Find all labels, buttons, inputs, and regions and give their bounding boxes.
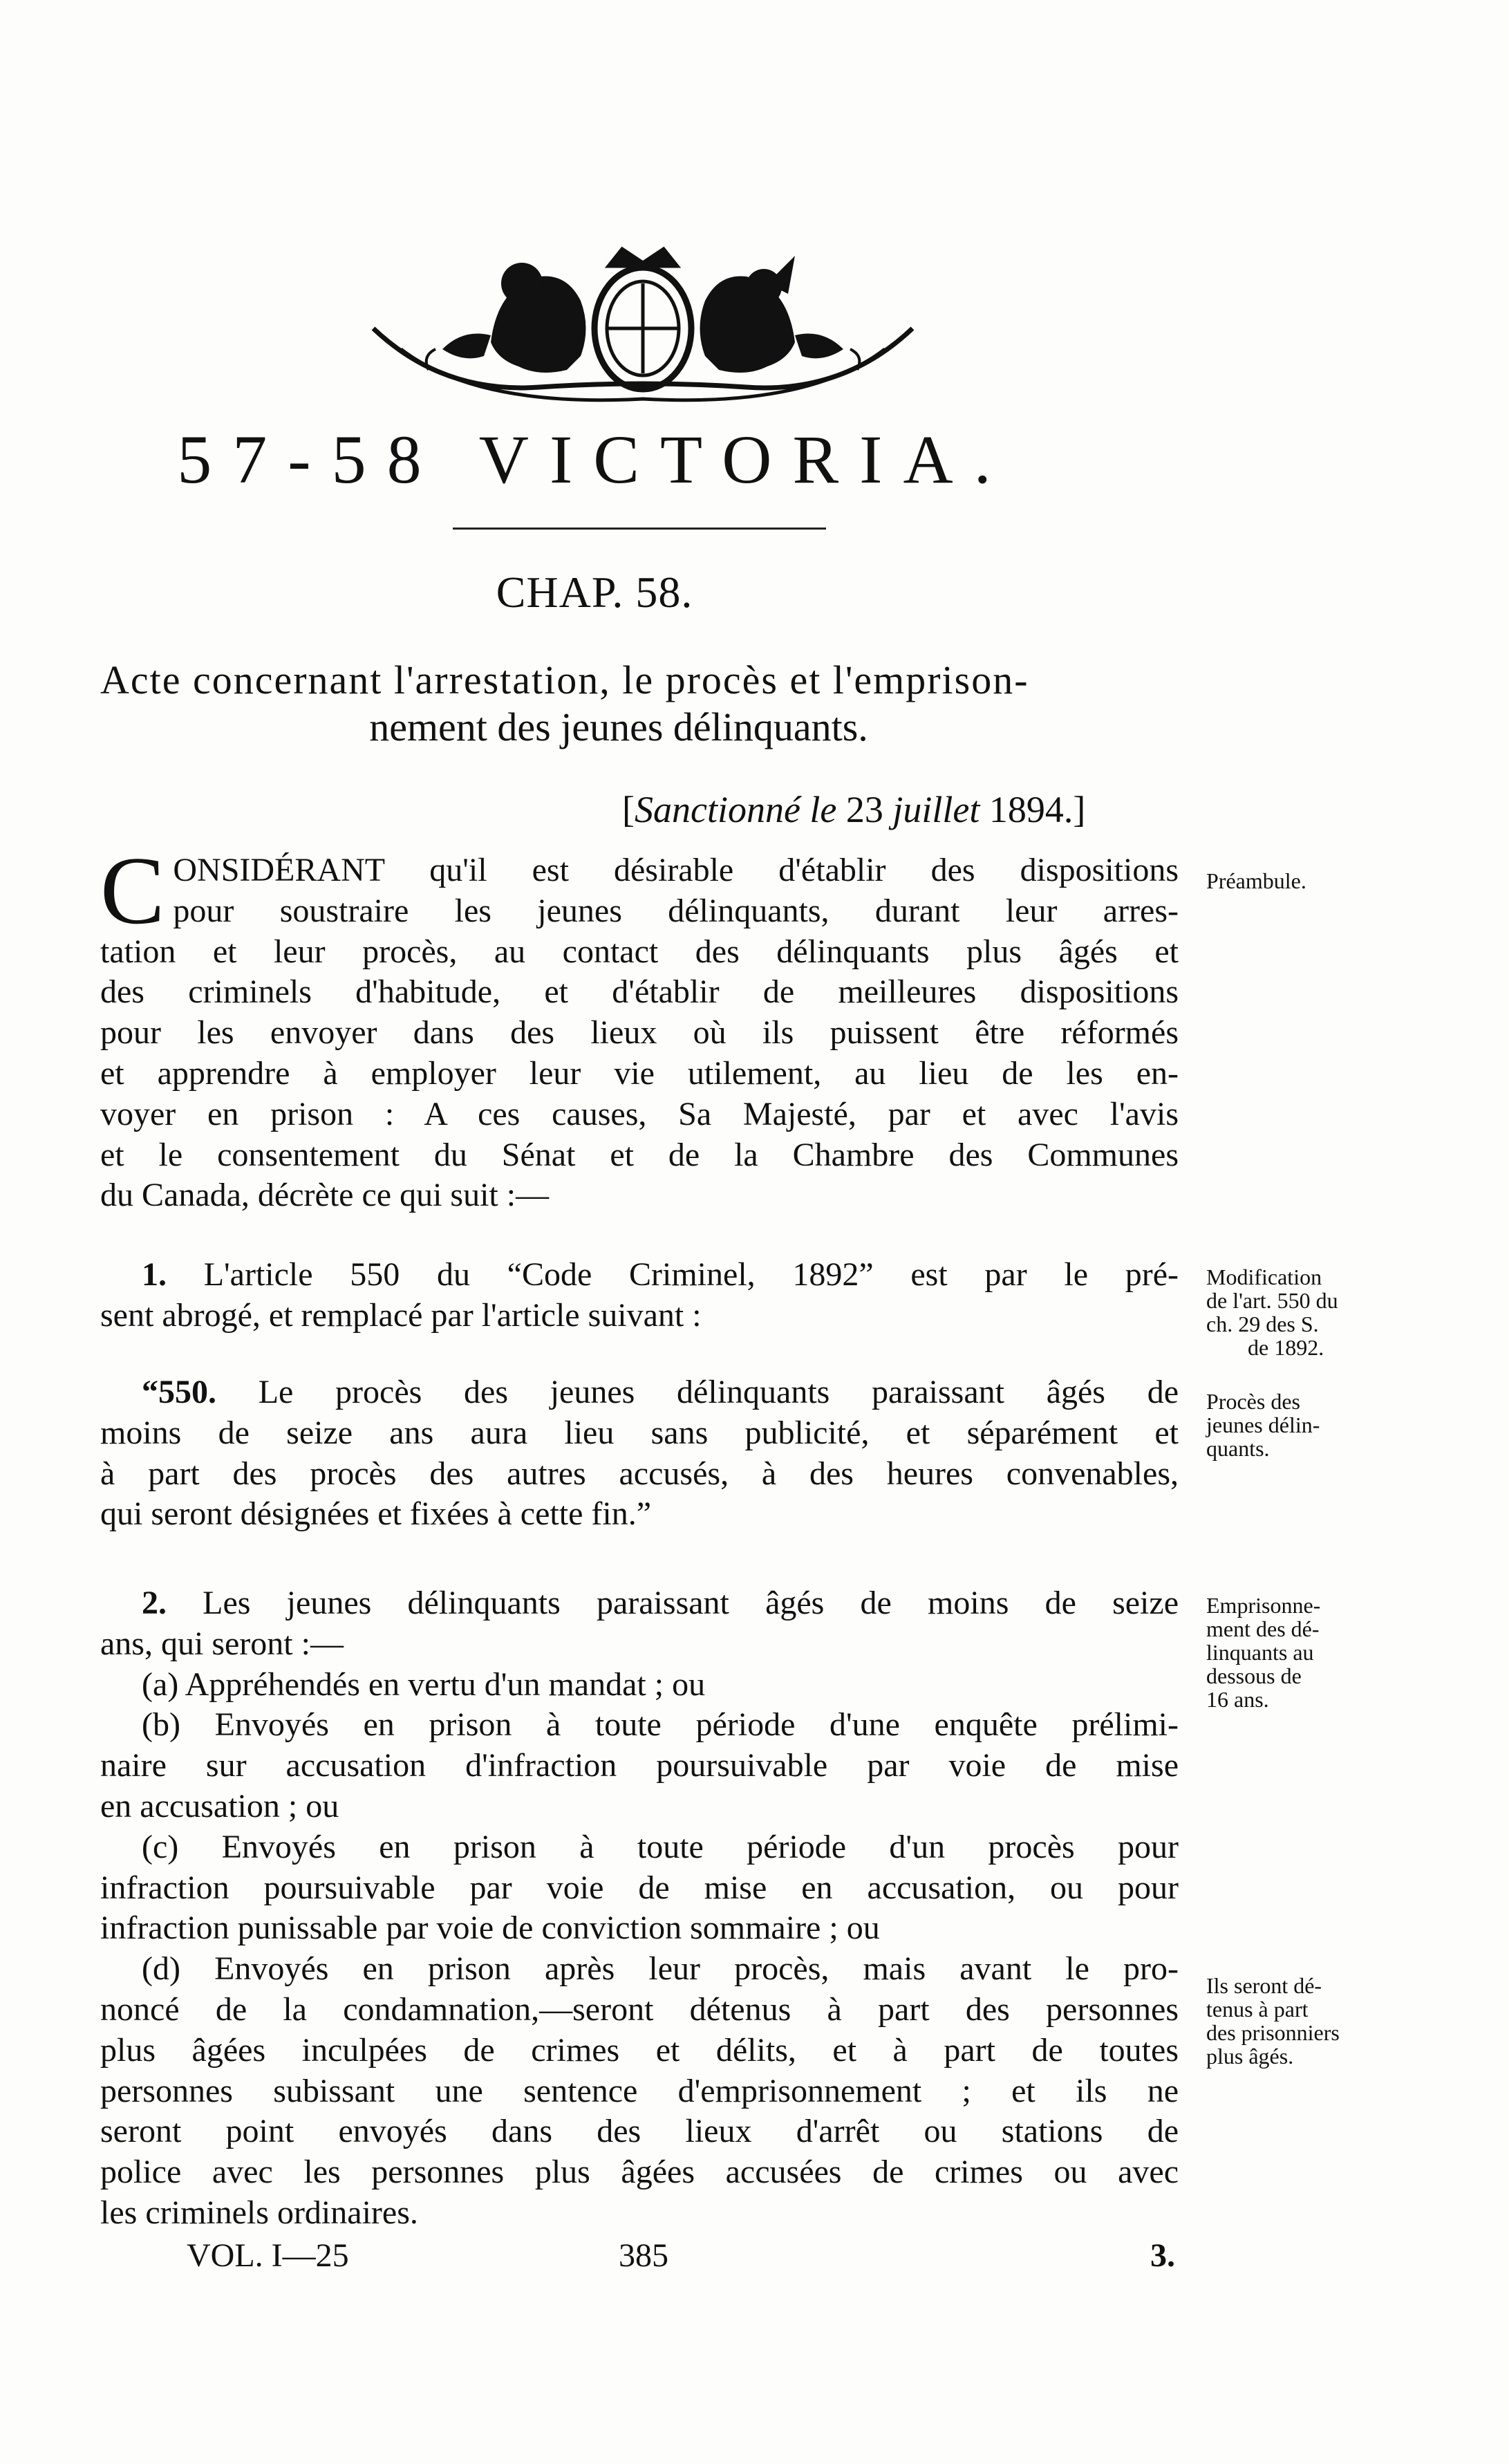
clause-d-line: personnes subissant une sentence d'emprisonnement ; et ils ne xyxy=(100,2072,1179,2109)
marginal-note-line: jeunes délin- xyxy=(1206,1412,1320,1437)
article-550-line: moins de seize ans aura lieu sans publicité, et séparément et xyxy=(100,1414,1179,1451)
section-1-line: sent abrogé, et remplacé par l'article suivant : xyxy=(100,1296,702,1334)
catchword: 3. xyxy=(1150,2237,1175,2274)
section-1-text: L'article 550 du “Code Criminel, 1892” est par le pré- xyxy=(167,1256,1179,1293)
marginal-note-preamble xyxy=(1206,869,1383,893)
act-title: 57-58 VICTORIA. xyxy=(177,421,1012,498)
marginal-note-line: linquants au xyxy=(1206,1640,1314,1665)
marginal-note-line: Modification xyxy=(1206,1264,1322,1289)
clause-b-line: en accusation ; ou xyxy=(100,1787,339,1824)
sanction-bracket: [ xyxy=(622,789,635,830)
marginal-note-detenus xyxy=(1206,1974,1383,2068)
sanction-year: 1894.] xyxy=(988,789,1086,830)
section-2 xyxy=(100,1583,1179,2234)
marginal-note-line: Emprisonne- xyxy=(1206,1593,1321,1618)
article-550-line: à part des procès des autres accusés, à des heures convenables, xyxy=(100,1455,1179,1492)
marginal-note-line: 16 ans. xyxy=(1206,1687,1269,1712)
drop-cap: C xyxy=(100,837,165,944)
marginal-note-line: des prisonniers xyxy=(1206,2020,1340,2045)
royal-coat-of-arms-emblem xyxy=(359,245,926,404)
marginal-note-line: dessous de xyxy=(1206,1663,1302,1688)
clause-c-line: (c) Envoyés en prison à toute période d'un procès pour xyxy=(142,1828,1179,1865)
section-1-line xyxy=(100,1255,1179,1296)
preamble-line: pour soustraire les jeunes délinquants, durant leur arres- xyxy=(173,892,1179,929)
preamble-line: pour les envoyer dans des lieux où ils puissent être réformés xyxy=(100,1014,1179,1052)
preamble-line: du Canada, décrète ce qui suit :— xyxy=(100,1177,550,1214)
marginal-note-line: quants. xyxy=(1206,1436,1270,1461)
marginal-note-line: ch. 29 des S. xyxy=(1206,1312,1319,1336)
act-subject-line-2: nement des jeunes délinquants. xyxy=(369,704,868,749)
clause-d-line: (d) Envoyés en prison après leur procès, mais avant le pro- xyxy=(142,1950,1179,1988)
sanction-day: 23 xyxy=(845,789,883,830)
volume-signature: VOL. I—25 xyxy=(187,2237,349,2274)
marginal-note-line: ment des dé- xyxy=(1206,1616,1320,1641)
article-550-text: Le procès des jeunes délinquants paraissant âgés de xyxy=(216,1374,1179,1410)
section-number: 2. xyxy=(142,1585,167,1621)
sanction-month: juillet xyxy=(892,789,980,830)
marginal-note-emprisonnement xyxy=(1206,1594,1383,1711)
marginal-note-line: plus âgés. xyxy=(1206,2044,1294,2069)
marginal-note-line: Préambule. xyxy=(1206,868,1306,893)
clause-a: (a) Appréhendés en vertu d'un mandat ; ou xyxy=(142,1665,706,1703)
article-550-line: qui seront désignées et fixées à cette fin.” xyxy=(100,1495,652,1533)
marginal-note-line: tenus à part xyxy=(1206,1997,1309,2022)
clause-d-line: les criminels ordinaires. xyxy=(100,2194,418,2231)
marginal-note-line: Procès des xyxy=(1206,1389,1300,1414)
act-subject xyxy=(100,657,1192,751)
section-number: 1. xyxy=(142,1256,167,1293)
preamble-line: et le consentement du Sénat et de la Chambre des Communes xyxy=(100,1136,1179,1173)
act-subject-line-1: Acte concernant l'arrestation, le procès et l'emprison- xyxy=(100,657,1029,702)
preamble-line: et apprendre à employer leur vie utilement, au lieu de les en- xyxy=(100,1054,1179,1092)
marginal-note-modification xyxy=(1206,1265,1383,1359)
clause-d-line: police avec les personnes plus âgées accusées de crimes ou avec xyxy=(100,2154,1179,2191)
page-number: 385 xyxy=(619,2237,668,2274)
article-550 xyxy=(100,1372,1179,1535)
marginal-note-line: de 1892. xyxy=(1248,1335,1324,1360)
preamble-paragraph xyxy=(100,837,1179,1216)
preamble-line: ONSIDÉRANT qu'il est désirable d'établir des dispositions xyxy=(173,852,1179,888)
section-1 xyxy=(100,1255,1179,1336)
marginal-note-line: Ils seront dé- xyxy=(1206,1973,1322,1998)
sanction-date xyxy=(622,788,1085,831)
clause-d-line: seront point envoyés dans des lieux d'arrêt ou stations de xyxy=(100,2113,1179,2150)
preamble-line: voyer en prison : A ces causes, Sa Majesté, par et avec l'avis xyxy=(100,1095,1179,1132)
article-550-line xyxy=(100,1372,1179,1413)
clause-c-line: infraction punissable par voie de conviction sommaire ; ou xyxy=(100,1910,880,1947)
preamble-line: tation et leur procès, au contact des délinquants plus âgés et xyxy=(100,933,1179,970)
title-rule xyxy=(453,528,826,530)
clause-c-line: infraction poursuivable par voie de mise en accusation, ou pour xyxy=(100,1869,1179,1906)
section-2-line xyxy=(100,1583,1179,1624)
clause-d-line: plus âgées inculpées de crimes et délits, et à part de toutes xyxy=(100,2031,1179,2069)
clause-b-line: (b) Envoyés en prison à toute période d'une enquête prélimi- xyxy=(142,1706,1179,1744)
section-2-text: Les jeunes délinquants paraissant âgés de moins de seize xyxy=(167,1585,1179,1621)
marginal-note-line: de l'art. 550 du xyxy=(1206,1288,1338,1313)
clause-d-line: noncé de la condamnation,—seront détenus à part des personnes xyxy=(100,1990,1179,2028)
section-2-line: ans, qui seront :— xyxy=(100,1625,344,1662)
sanction-label: Sanctionné le xyxy=(634,789,837,830)
marginal-note-proces xyxy=(1206,1390,1383,1460)
clause-b-line: naire sur accusation d'infraction poursuivable par voie de mise xyxy=(100,1747,1179,1784)
preamble-line: des criminels d'habitude, et d'établir de meilleures dispositions xyxy=(100,973,1179,1011)
chapter-heading: CHAP. 58. xyxy=(496,568,693,617)
article-number: “550. xyxy=(142,1374,216,1410)
